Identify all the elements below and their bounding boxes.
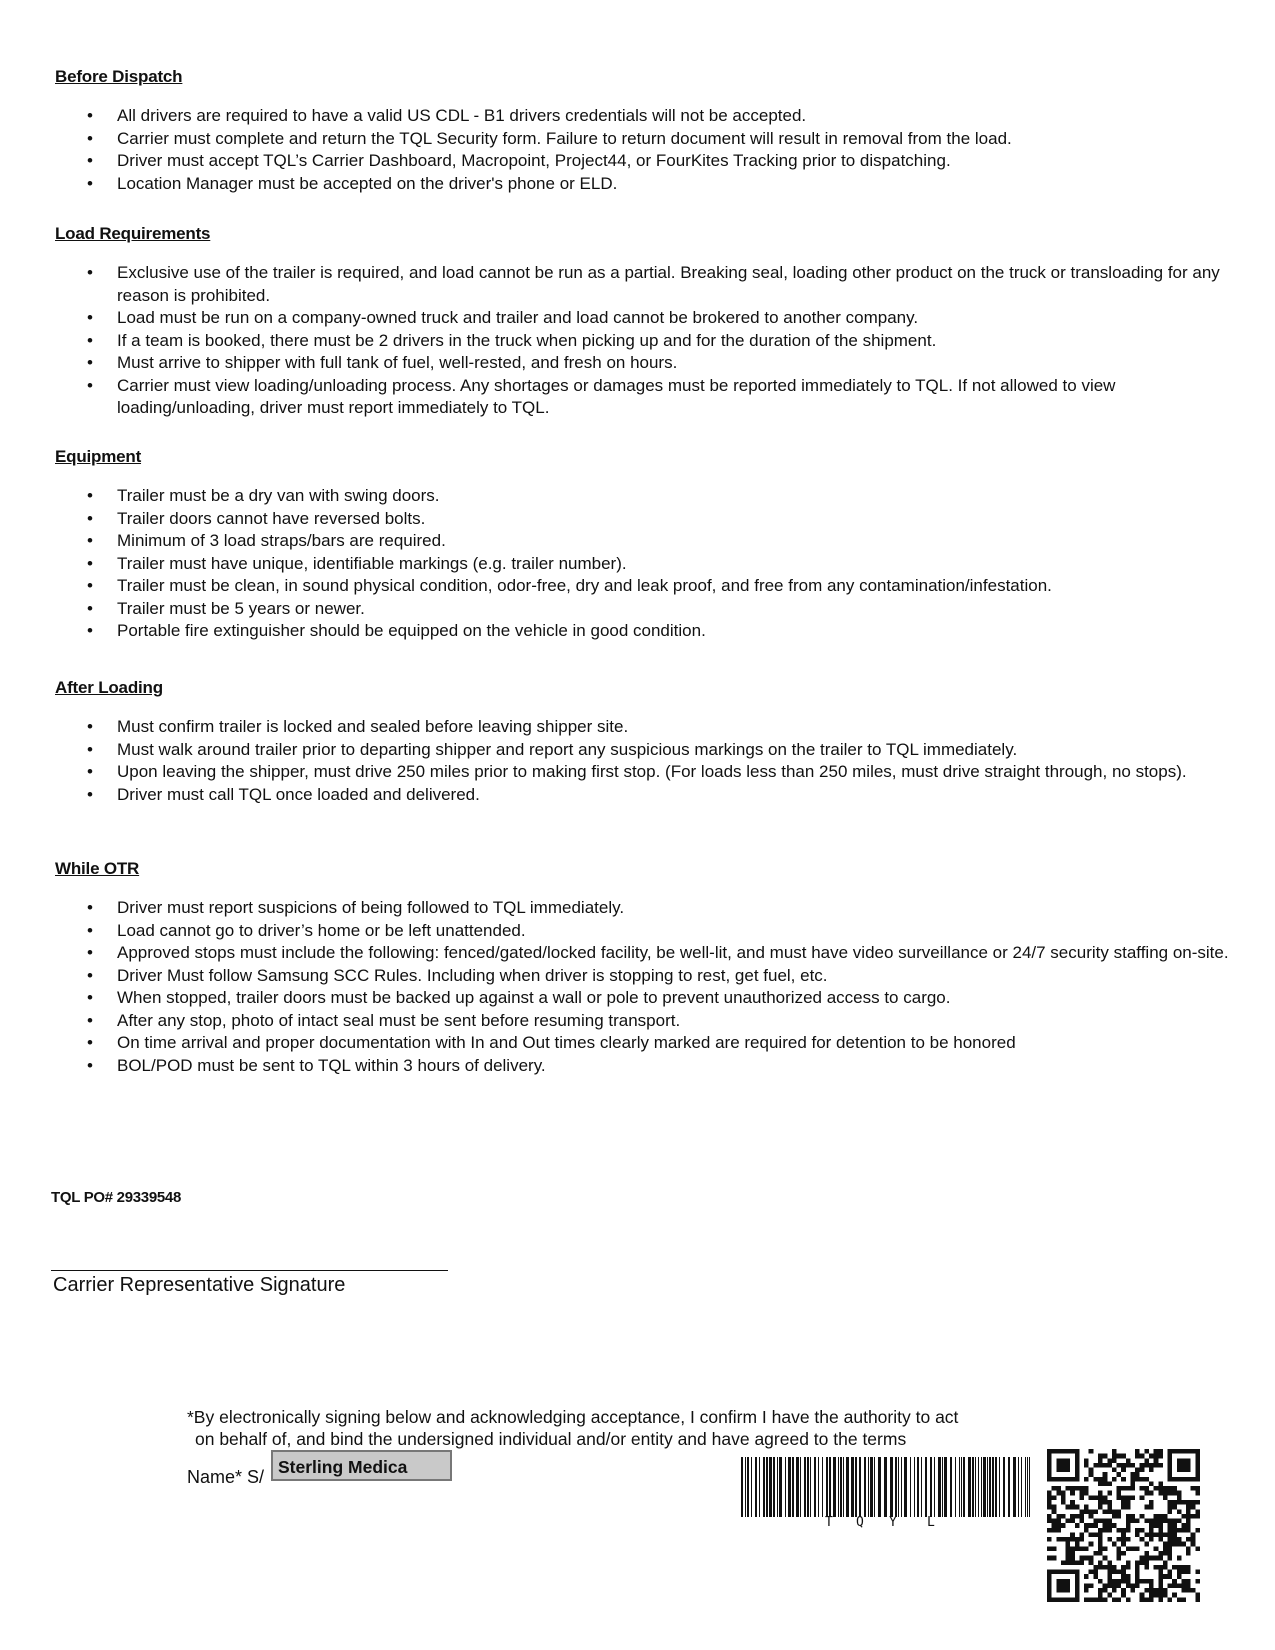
list-item: • Portable fire extinguisher should be equipped on the vehicle in good condition. (55, 620, 1235, 643)
section-after-loading (55, 677, 1235, 806)
list-item: • BOL/POD must be sent to TQL within 3 hours of delivery. (55, 1055, 1235, 1078)
list-item: • Minimum of 3 load straps/bars are required. (55, 530, 1235, 553)
list-item: • Trailer must be 5 years or newer. (55, 598, 1235, 621)
signature-label: Carrier Representative Signature (53, 1274, 346, 1296)
section-title: Equipment (55, 447, 142, 466)
list-item: • Carrier must view loading/unloading process. Any shortages or damages must be reported immediately to TQL. If not allowed to view loading/unloading, driver must report immediately to TQL. (55, 375, 1235, 420)
barcode-letter: Q (856, 1515, 864, 1530)
section-title: While OTR (55, 859, 140, 878)
list-item: • On time arrival and proper documentation with In and Out times clearly marked are required for detention to be honored (55, 1032, 1235, 1055)
section-before-dispatch (55, 66, 1235, 195)
section-while-otr (55, 858, 1235, 1077)
section-title: After Loading (55, 678, 163, 697)
list-item: • Trailer must be a dry van with swing doors. (55, 485, 1235, 508)
list-item: • Load must be run on a company-owned truck and trailer and load cannot be brokered to another company. (55, 307, 1235, 330)
list-item: • When stopped, trailer doors must be backed up against a wall or pole to prevent unauthorized access to cargo. (55, 987, 1235, 1010)
acknowledgement-text (187, 1406, 1047, 1450)
list-item: • After any stop, photo of intact seal must be sent before resuming transport. (55, 1010, 1235, 1033)
section-title: Load Requirements (55, 224, 211, 243)
list-item: • Driver must call TQL once loaded and delivered. (55, 784, 1235, 807)
bullet-list (55, 262, 1235, 420)
bullet-list (55, 105, 1235, 195)
section-load-requirements (55, 223, 1235, 420)
name-field[interactable]: Sterling Medica (271, 1450, 452, 1481)
list-item: • Location Manager must be accepted on the driver's phone or ELD. (55, 173, 1235, 196)
list-item: • Approved stops must include the following: fenced/gated/locked facility, be well-lit, and must have video surveillance or 24/7 security staffing on-site. (55, 942, 1235, 965)
po-number: TQL PO# 29339548 (51, 1189, 182, 1206)
barcode-image (741, 1457, 1031, 1517)
list-item: • Exclusive use of the trailer is required, and load cannot be run as a partial. Breaking seal, loading other product on the truck or transloading for any reason is prohibited. (55, 262, 1235, 307)
acknowledgement-line-1: *By electronically signing below and acknowledging acceptance, I confirm I have the authority to act (187, 1407, 959, 1427)
list-item: • Driver must accept TQL’s Carrier Dashboard, Macropoint, Project44, or FourKites Tracking prior to dispatching. (55, 150, 1235, 173)
signature-line[interactable] (51, 1270, 448, 1271)
bullet-list (55, 716, 1235, 806)
list-item: • Must confirm trailer is locked and sealed before leaving shipper site. (55, 716, 1235, 739)
acknowledgement-line-2: on behalf of, and bind the undersigned individual and/or entity and have agreed to the terms (195, 1429, 907, 1449)
section-title: Before Dispatch (55, 67, 183, 86)
list-item: • Driver Must follow Samsung SCC Rules. Including when driver is stopping to rest, get fuel, etc. (55, 965, 1235, 988)
list-item: • Trailer must be clean, in sound physical condition, odor-free, dry and leak proof, and free from any contamination/infestation. (55, 575, 1235, 598)
name-label: Name* S/ (187, 1467, 265, 1487)
list-item: • Upon leaving the shipper, must drive 250 miles prior to making first stop. (For loads less than 250 miles, must drive straight through, no stops). (55, 761, 1235, 784)
list-item: • Trailer doors cannot have reversed bolts. (55, 508, 1235, 531)
bullet-list (55, 897, 1235, 1077)
section-equipment (55, 446, 1235, 643)
barcode-letter: T (825, 1515, 833, 1530)
list-item: • Trailer must have unique, identifiable markings (e.g. trailer number). (55, 553, 1235, 576)
barcode-letter: L (927, 1515, 935, 1530)
list-item: • If a team is booked, there must be 2 drivers in the truck when picking up and for the duration of the shipment. (55, 330, 1235, 353)
qr-code-image (1047, 1449, 1200, 1602)
list-item: • Driver must report suspicions of being followed to TQL immediately. (55, 897, 1235, 920)
barcode-letter: Y (889, 1515, 897, 1530)
bullet-list (55, 485, 1235, 643)
list-item: • All drivers are required to have a valid US CDL - B1 drivers credentials will not be accepted. (55, 105, 1235, 128)
list-item: • Must arrive to shipper with full tank of fuel, well-rested, and fresh on hours. (55, 352, 1235, 375)
list-item: • Must walk around trailer prior to departing shipper and report any suspicious markings on the trailer to TQL immediately. (55, 739, 1235, 762)
list-item: • Load cannot go to driver’s home or be left unattended. (55, 920, 1235, 943)
list-item: • Carrier must complete and return the TQL Security form. Failure to return document will result in removal from the load. (55, 128, 1235, 151)
